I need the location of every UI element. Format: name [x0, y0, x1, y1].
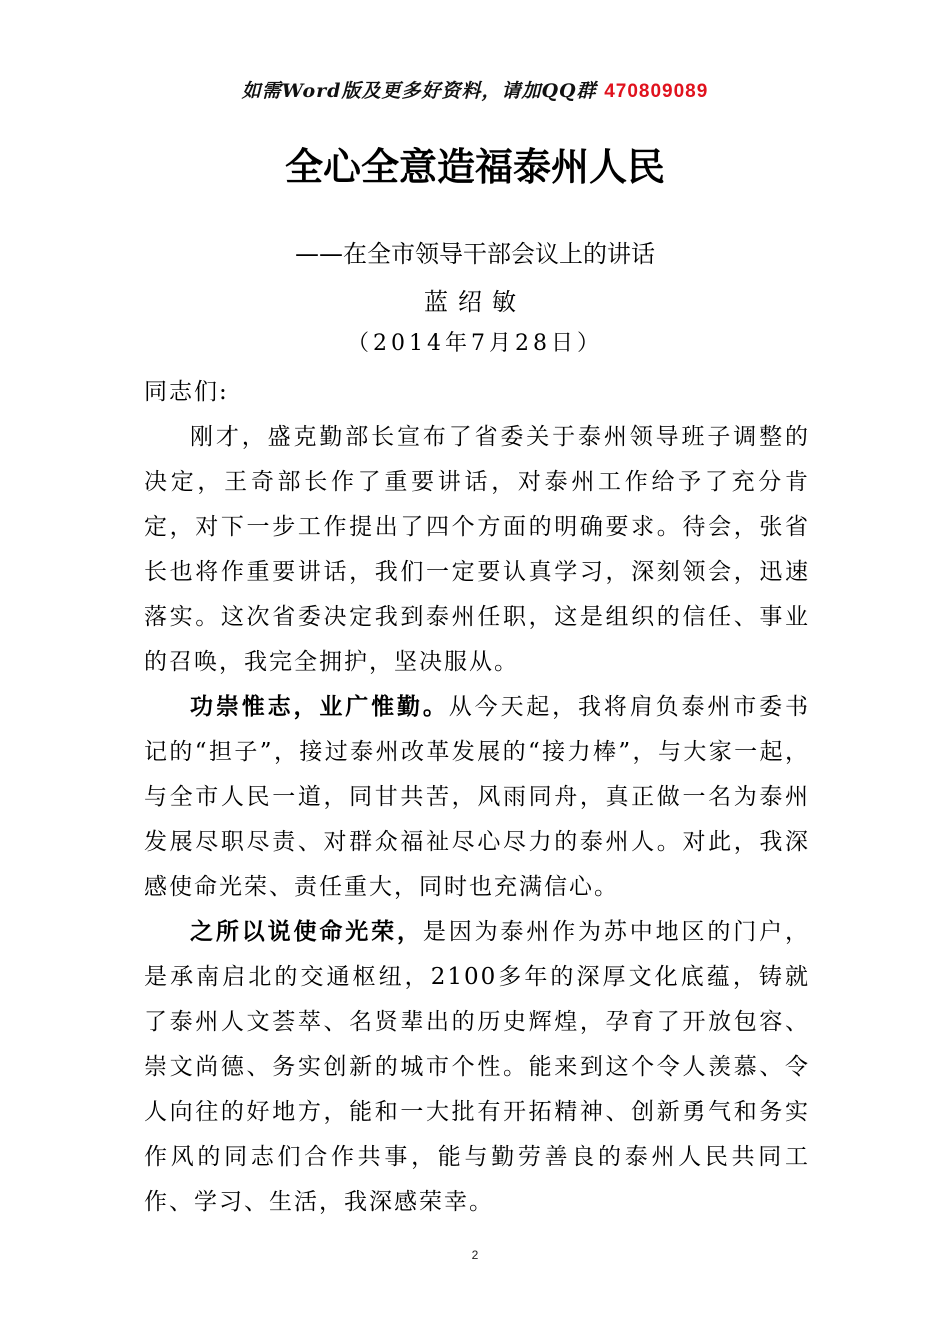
paragraph-lead: 功崇惟志，业广惟勤。 — [190, 694, 449, 720]
paragraph — [144, 685, 810, 910]
paragraph-text: 刚才，盛克勤部长宣布了省委关于泰州领导班子调整的决定，王奇部长作了重要讲话，对泰州工作给予了充分肯定，对下一步工作提出了四个方面的明确要求。待会，张省长也将作重要讲话，我们一定要认真学习，深刻领会，迅速落实。这次省委决定我到泰州任职，这是组织的信任、事业的召唤，我完全拥护，坚决服从。 — [144, 424, 810, 675]
page-number: 2 — [471, 1248, 479, 1262]
salutation: 同志们: — [144, 379, 229, 405]
speech-date: （2014年7月28日） — [347, 331, 603, 356]
paragraph — [144, 415, 810, 685]
header-qq-number: 470809089 — [604, 81, 709, 102]
paragraph-text: 从今天起，我将肩负泰州市委书记的“担子”，接过泰州改革发展的“接力棒”，与大家一起，与全市人民一道，同甘共苦，风雨同舟，真正做一名为泰州发展尽职尽责、对群众福祉尽心尽力的泰州人。对此，我深感使命光荣、责任重大，同时也充满信心。 — [144, 694, 811, 900]
paragraph-lead: 之所以说使命光荣， — [190, 919, 423, 945]
speech-body — [144, 370, 810, 1225]
header-note-text: 如需Word版及更多好资料，请加QQ群 — [241, 80, 597, 102]
paragraph — [144, 910, 810, 1225]
paragraph-text: 是因为泰州作为苏中地区的门户，是承南启北的交通枢纽，2100多年的深厚文化底蕴，铸就了泰州人文荟萃、名贤辈出的历史辉煌，孕育了开放包容、崇文尚德、务实创新的城市个性。能来到这个令人羡慕、令人向往的好地方，能和一大批有开拓精神、创新勇气和务实作风的同志们合作共事，能与勤劳善良的泰州人民共同工作、学习、生活，我深感荣幸。 — [144, 919, 811, 1215]
header-promo-note — [0, 76, 950, 103]
author-name: 蓝绍敏 — [424, 288, 526, 316]
document-subtitle: ——在全市领导干部会议上的讲话 — [295, 240, 655, 268]
document-title: 全心全意造福泰州人民 — [284, 145, 665, 189]
